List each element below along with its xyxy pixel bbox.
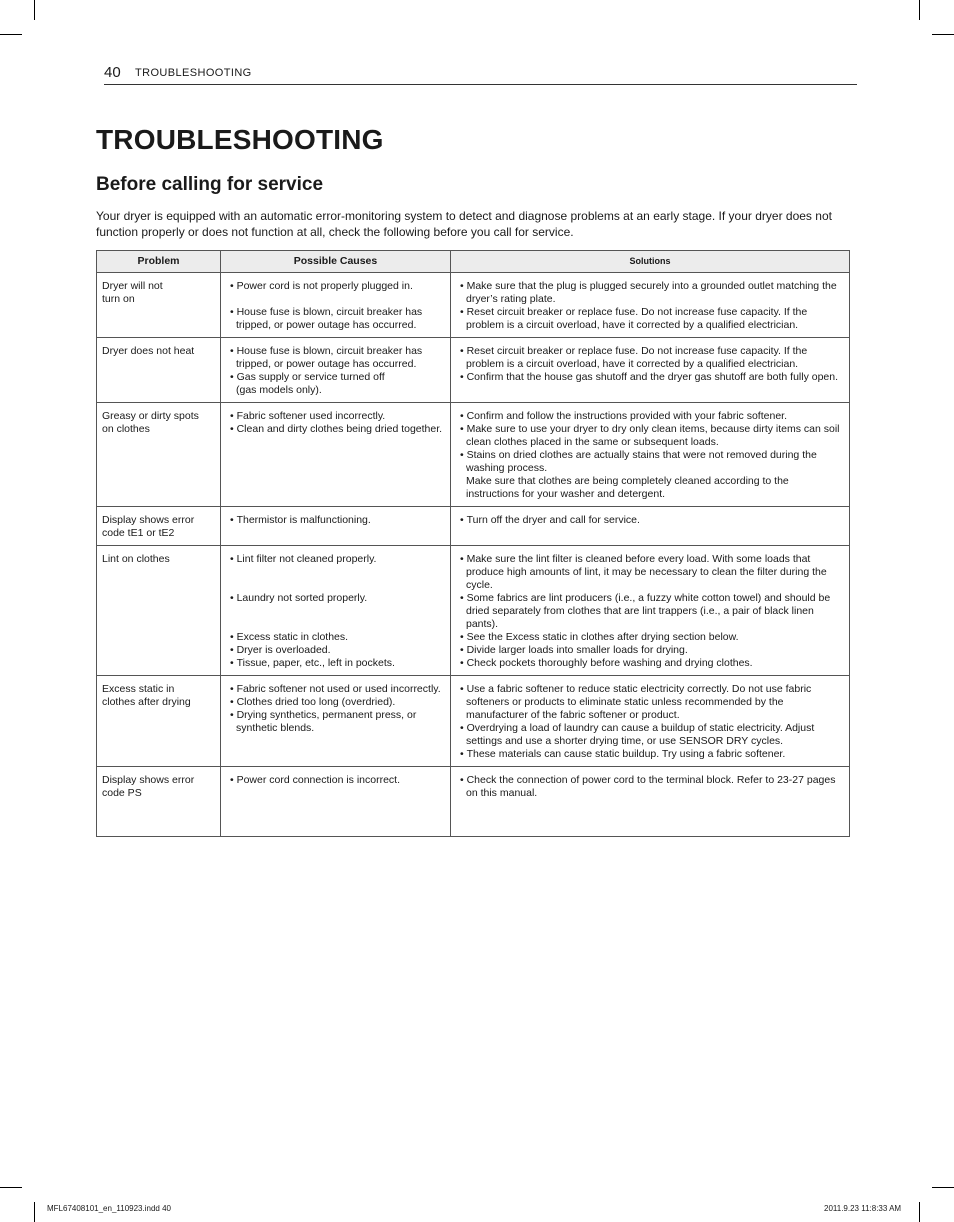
- table-row: [97, 338, 850, 403]
- solution-item: • Check pockets thoroughly before washing and drying clothes.: [456, 657, 844, 670]
- cause-item: • Power cord connection is incorrect.: [226, 774, 445, 787]
- crop-mark: [34, 1202, 35, 1222]
- column-header-causes: Possible Causes: [221, 251, 451, 273]
- table-row: [97, 546, 850, 676]
- solutions-cell: [451, 676, 850, 767]
- cause-item: • Clothes dried too long (overdried).: [226, 696, 445, 709]
- causes-cell: [221, 546, 451, 676]
- solution-item: • Divide larger loads into smaller loads for drying.: [456, 644, 844, 657]
- causes-cell: [221, 767, 451, 837]
- solution-item: • Confirm and follow the instructions provided with your fabric softener.: [456, 410, 844, 423]
- problem-cell: Greasy or dirty spots on clothes: [97, 403, 221, 507]
- solution-item: • Check the connection of power cord to the terminal block. Refer to 23-27 pages on this manual.: [456, 774, 844, 800]
- troubleshooting-table: [96, 250, 850, 837]
- cause-item: • Laundry not sorted properly.: [226, 592, 445, 605]
- table-row: [97, 767, 850, 837]
- solution-item: • These materials can cause static buildup. Try using a fabric softener.: [456, 748, 844, 761]
- solution-item: • Make sure the lint filter is cleaned before every load. With some loads that produce high amounts of lint, it may be necessary to clean the filter during the cycle.: [456, 553, 844, 592]
- solution-item: • Reset circuit breaker or replace fuse. Do not increase fuse capacity. If the problem is a circuit overload, have it corrected by a qualified electrician.: [456, 345, 844, 371]
- cause-item: • Fabric softener not used or used incorrectly.: [226, 683, 445, 696]
- table-row: [97, 273, 850, 338]
- footer-timestamp: 2011.9.23 11:8:33 AM: [824, 1204, 902, 1213]
- cause-item: • House fuse is blown, circuit breaker has tripped, or power outage has occurred.: [226, 345, 445, 371]
- cause-item: • Tissue, paper, etc., left in pockets.: [226, 657, 445, 670]
- crop-mark: [932, 34, 954, 35]
- intro-paragraph: Your dryer is equipped with an automatic error-monitoring system to detect and diagnose problems at an early stage. If your dryer does not function properly or does not function at all, check the following before you call for service.: [96, 209, 832, 239]
- solution-item: • Use a fabric softener to reduce static electricity correctly. Do not use fabric softeners or products to eliminate static unless recommended by the manufacturer of the fabric softener or product.: [456, 683, 844, 722]
- cause-item: • Dryer is overloaded.: [226, 644, 445, 657]
- cause-item: • House fuse is blown, circuit breaker has tripped, or power outage has occurred.: [226, 306, 445, 332]
- cause-item: • Fabric softener used incorrectly.: [226, 410, 445, 423]
- table-row: [97, 676, 850, 767]
- crop-mark: [919, 1202, 920, 1222]
- causes-cell: [221, 273, 451, 338]
- problem-cell: Display shows error code tE1 or tE2: [97, 507, 221, 546]
- solutions-cell: [451, 273, 850, 338]
- solution-item-continued: Make sure that clothes are being completely cleaned according to the instructions for your washer and detergent.: [466, 475, 789, 500]
- solution-item: • Turn off the dryer and call for service.: [456, 514, 844, 527]
- section-label: TROUBLESHOOTING: [135, 67, 252, 79]
- crop-mark: [34, 0, 35, 20]
- cause-item: • Excess static in clothes.: [226, 631, 445, 644]
- crop-mark: [932, 1187, 954, 1188]
- solution-item: • Overdrying a load of laundry can cause a buildup of static electricity. Adjust settings and use a shorter drying time, or use SENSOR DRY cycles.: [456, 722, 844, 748]
- solution-item: • Make sure to use your dryer to dry only clean items, because dirty items can soil clean clothes placed in the same or subsequent loads.: [456, 423, 844, 449]
- causes-cell: [221, 338, 451, 403]
- running-header: [104, 64, 857, 85]
- footer-file-info: MFL67408101_en_110923.indd 40: [47, 1204, 171, 1213]
- problem-cell: Dryer will not turn on: [97, 273, 221, 338]
- cause-item-continued: (gas models only).: [236, 384, 322, 396]
- causes-cell: [221, 507, 451, 546]
- table-row: [97, 403, 850, 507]
- crop-mark: [0, 34, 22, 35]
- solutions-cell: [451, 546, 850, 676]
- problem-cell: Display shows error code PS: [97, 767, 221, 837]
- cause-item: • Drying synthetics, permanent press, or synthetic blends.: [226, 709, 445, 735]
- problem-cell: Lint on clothes: [97, 546, 221, 676]
- solution-item: • Some fabrics are lint producers (i.e., a fuzzy white cotton towel) and should be dried separately from clothes that are lint trappers (i.e., a pair of black linen pants).: [456, 592, 844, 631]
- cause-item: • Power cord is not properly plugged in.: [226, 280, 445, 293]
- cause-item: • Clean and dirty clothes being dried together.: [226, 423, 445, 436]
- solutions-cell: [451, 338, 850, 403]
- causes-cell: [221, 676, 451, 767]
- solution-item: • Confirm that the house gas shutoff and the dryer gas shutoff are both fully open.: [456, 371, 844, 384]
- causes-cell: [221, 403, 451, 507]
- cause-item: • Gas supply or service turned off: [226, 371, 445, 384]
- column-header-solutions: Solutions: [451, 251, 850, 273]
- solution-item: • Make sure that the plug is plugged securely into a grounded outlet matching the dryer’s rating plate.: [456, 280, 844, 306]
- solutions-cell: [451, 403, 850, 507]
- solutions-cell: [451, 767, 850, 837]
- problem-cell: Dryer does not heat: [97, 338, 221, 403]
- cause-item: • Lint filter not cleaned properly.: [226, 553, 445, 566]
- solution-item: • See the Excess static in clothes after drying section below.: [456, 631, 844, 644]
- page-number: 40: [104, 64, 121, 81]
- solution-item: • Reset circuit breaker or replace fuse. Do not increase fuse capacity. If the problem is a circuit overload, have it corrected by a qualified electrician.: [456, 306, 844, 332]
- solution-item: • Stains on dried clothes are actually stains that were not removed during the washing process.: [456, 449, 844, 475]
- section-subtitle: Before calling for service: [96, 174, 324, 195]
- problem-cell: Excess static in clothes after drying: [97, 676, 221, 767]
- crop-mark: [0, 1187, 22, 1188]
- column-header-problem: Problem: [97, 251, 221, 273]
- crop-mark: [919, 0, 920, 20]
- cause-item: • Thermistor is malfunctioning.: [226, 514, 445, 527]
- table-header-row: [97, 251, 850, 273]
- table-row: [97, 507, 850, 546]
- solutions-cell: [451, 507, 850, 546]
- page-title: TROUBLESHOOTING: [96, 124, 384, 155]
